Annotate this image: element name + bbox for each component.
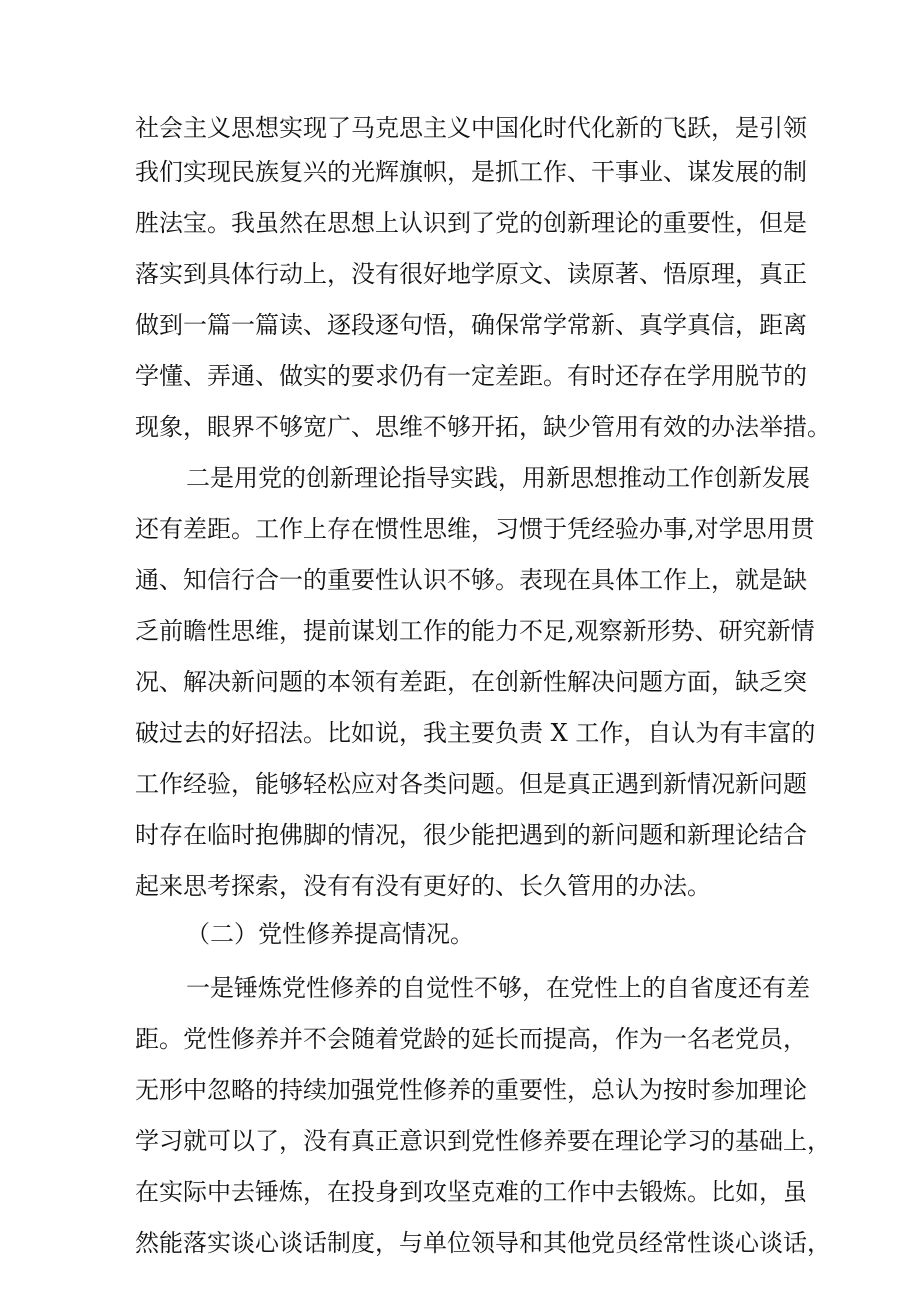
text-line-9: 还有差距。工作上存在惯性思维，习惯于凭经验办事,对学思用贯 [135, 515, 815, 543]
text-line-20: 无形中忽略的持续加强党性修养的重要性，总认为按时参加理论 [135, 1076, 807, 1104]
text-line-7: 现象，眼界不够宽广、思维不够开拓，缺少管用有效的办法举措。 [135, 413, 831, 441]
text-line-16: 起来思考探索，没有有没有更好的、长久管用的办法。 [135, 872, 711, 900]
text-line-1: 社会主义思想实现了马克思主义中国化时代化新的飞跃，是引领 [135, 114, 807, 142]
text-line-14: 工作经验，能够轻松应对各类问题。但是真正遇到新情况新问题 [135, 770, 807, 798]
text-line-15: 时存在临时抱佛脚的情况，很少能把遇到的新问题和新理论结合 [135, 821, 807, 849]
text-line-3: 胜法宝。我虽然在思想上认识到了党的创新理论的重要性，但是 [135, 209, 807, 237]
text-line-12: 况、解决新问题的本领有差距，在创新性解决问题方面，缺乏突 [135, 668, 807, 696]
text-line-22: 在实际中去锤炼，在投身到攻坚克难的工作中去锻炼。比如，虽 [135, 1178, 807, 1206]
text-line-6: 学懂、弄通、做实的要求仍有一定差距。有时还存在学用脱节的 [135, 362, 807, 390]
text-line-21: 学习就可以了，没有真正意识到党性修养要在理论学习的基础上， [135, 1127, 831, 1155]
section-heading: （二）党性修养提高情况。 [186, 920, 474, 948]
text-line-13: 破过去的好招法。比如说，我主要负责 X 工作，自认为有丰富的 [135, 719, 816, 747]
text-line-2: 我们实现民族复兴的光辉旗帜，是抓工作、干事业、谋发展的制 [135, 158, 807, 186]
text-line-19: 距。党性修养并不会随着党龄的延长而提高，作为一名老党员， [135, 1025, 807, 1053]
text-line-5: 做到一篇一篇读、逐段逐句悟，确保常学常新、真学真信，距离 [135, 311, 807, 339]
text-line-4: 落实到具体行动上，没有很好地学原文、读原著、悟原理，真正 [135, 260, 807, 288]
text-line-10: 通、知信行合一的重要性认识不够。表现在具体工作上，就是缺 [135, 566, 807, 594]
text-line-23: 然能落实谈心谈话制度，与单位领导和其他党员经常性谈心谈话， [135, 1229, 831, 1257]
text-line-18: 一是锤炼党性修养的自觉性不够，在党性上的自省度还有差 [186, 974, 810, 1002]
text-line-11: 乏前瞻性思维，提前谋划工作的能力不足,观察新形势、研究新情 [135, 617, 815, 645]
text-line-8: 二是用党的创新理论指导实践，用新思想推动工作创新发展 [186, 464, 810, 492]
